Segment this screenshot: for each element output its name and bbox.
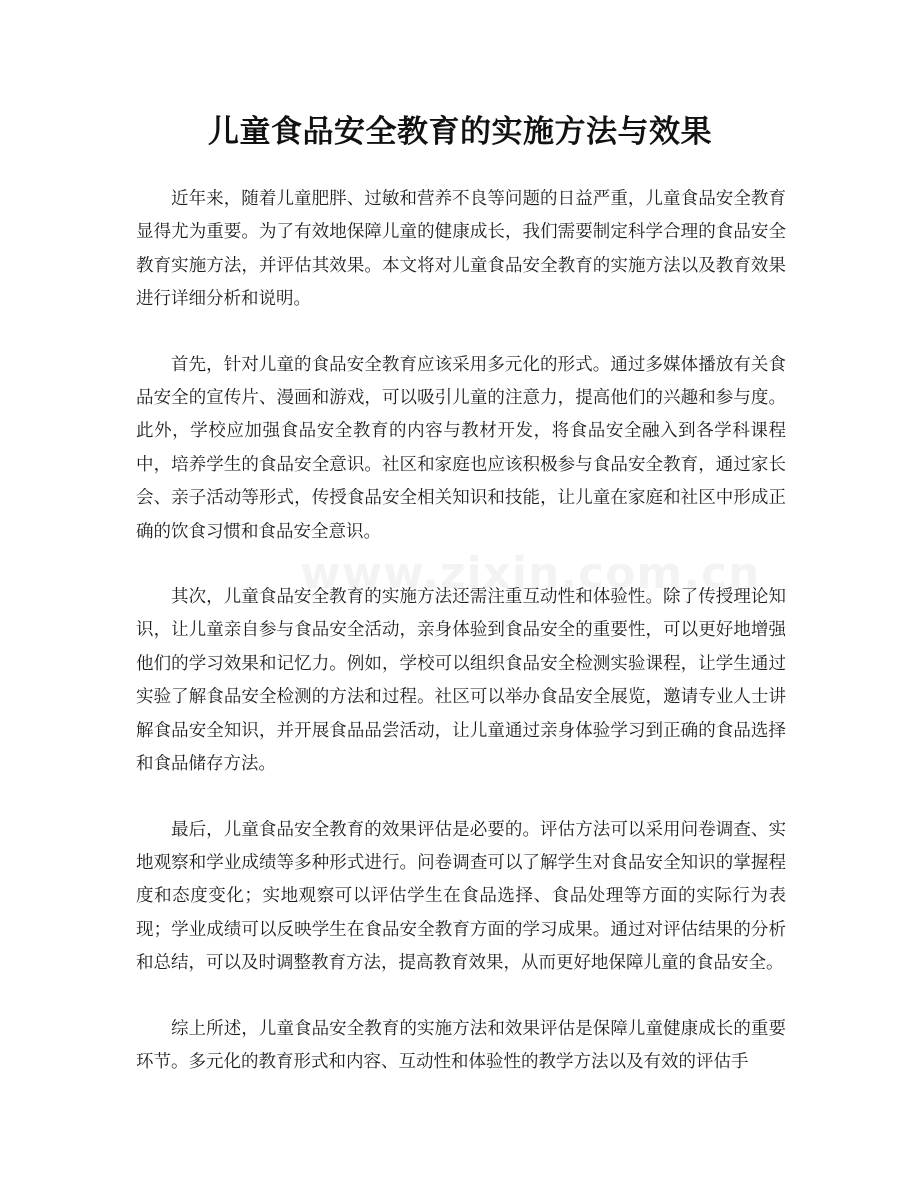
paragraph-interactivity: 其次，儿童食品安全教育的实施方法还需注重互动性和体验性。除了传授理论知识，让儿童亲自参与食品安全活动，亲身体验到食品安全的重要性，可以更好地增强他们的学习效果和记忆力。例如，学校可以组织食品安全检测实验课程，让学生通过实验了解食品安全检测的方法和过程。社区可以举办食品安全展览，邀请专业人士讲解食品安全知识，并开展食品品尝活动，让儿童通过亲身体验学习到正确的食品选择和食品储存方法。 xyxy=(136,587,786,775)
document-body xyxy=(136,183,786,1111)
document-title: 儿童食品安全教育的实施方法与效果 xyxy=(208,114,712,150)
paragraph-intro: 近年来，随着儿童肥胖、过敏和营养不良等问题的日益严重，儿童食品安全教育显得尤为重要。为了有效地保障儿童的健康成长，我们需要制定科学合理的食品安全教育实施方法，并评估其效果。本文将对儿童食品安全教育的实施方法以及教育效果进行详细分析和说明。 xyxy=(136,189,786,310)
paragraph-evaluation: 最后，儿童食品安全教育的效果评估是必要的。评估方法可以采用问卷调查、实地观察和学业成绩等多种形式进行。问卷调查可以了解学生对食品安全知识的掌握程度和态度变化；实地观察可以评估学生在食品选择、食品处理等方面的实际行为表现；学业成绩可以反映学生在食品安全教育方面的学习成果。通过对评估结果的分析和总结，可以及时调整教育方法，提高教育效果，从而更好地保障儿童的食品安全。 xyxy=(136,819,786,974)
paragraph-methods: 首先，针对儿童的食品安全教育应该采用多元化的形式。通过多媒体播放有关食品安全的宣传片、漫画和游戏，可以吸引儿童的注意力，提高他们的兴趣和参与度。此外，学校应加强食品安全教育的内容与教材开发，将食品安全融入到各学科课程中，培养学生的食品安全意识。社区和家庭也应该积极参与食品安全教育，通过家长会、亲子活动等形式，传授食品安全相关知识和技能，让儿童在家庭和社区中形成正确的饮食习惯和食品安全意识。 xyxy=(136,354,786,542)
paragraph-conclusion: 综上所述，儿童食品安全教育的实施方法和效果评估是保障儿童健康成长的重要环节。多元化的教育形式和内容、互动性和体验性的教学方法以及有效的评估手 xyxy=(136,1018,786,1072)
